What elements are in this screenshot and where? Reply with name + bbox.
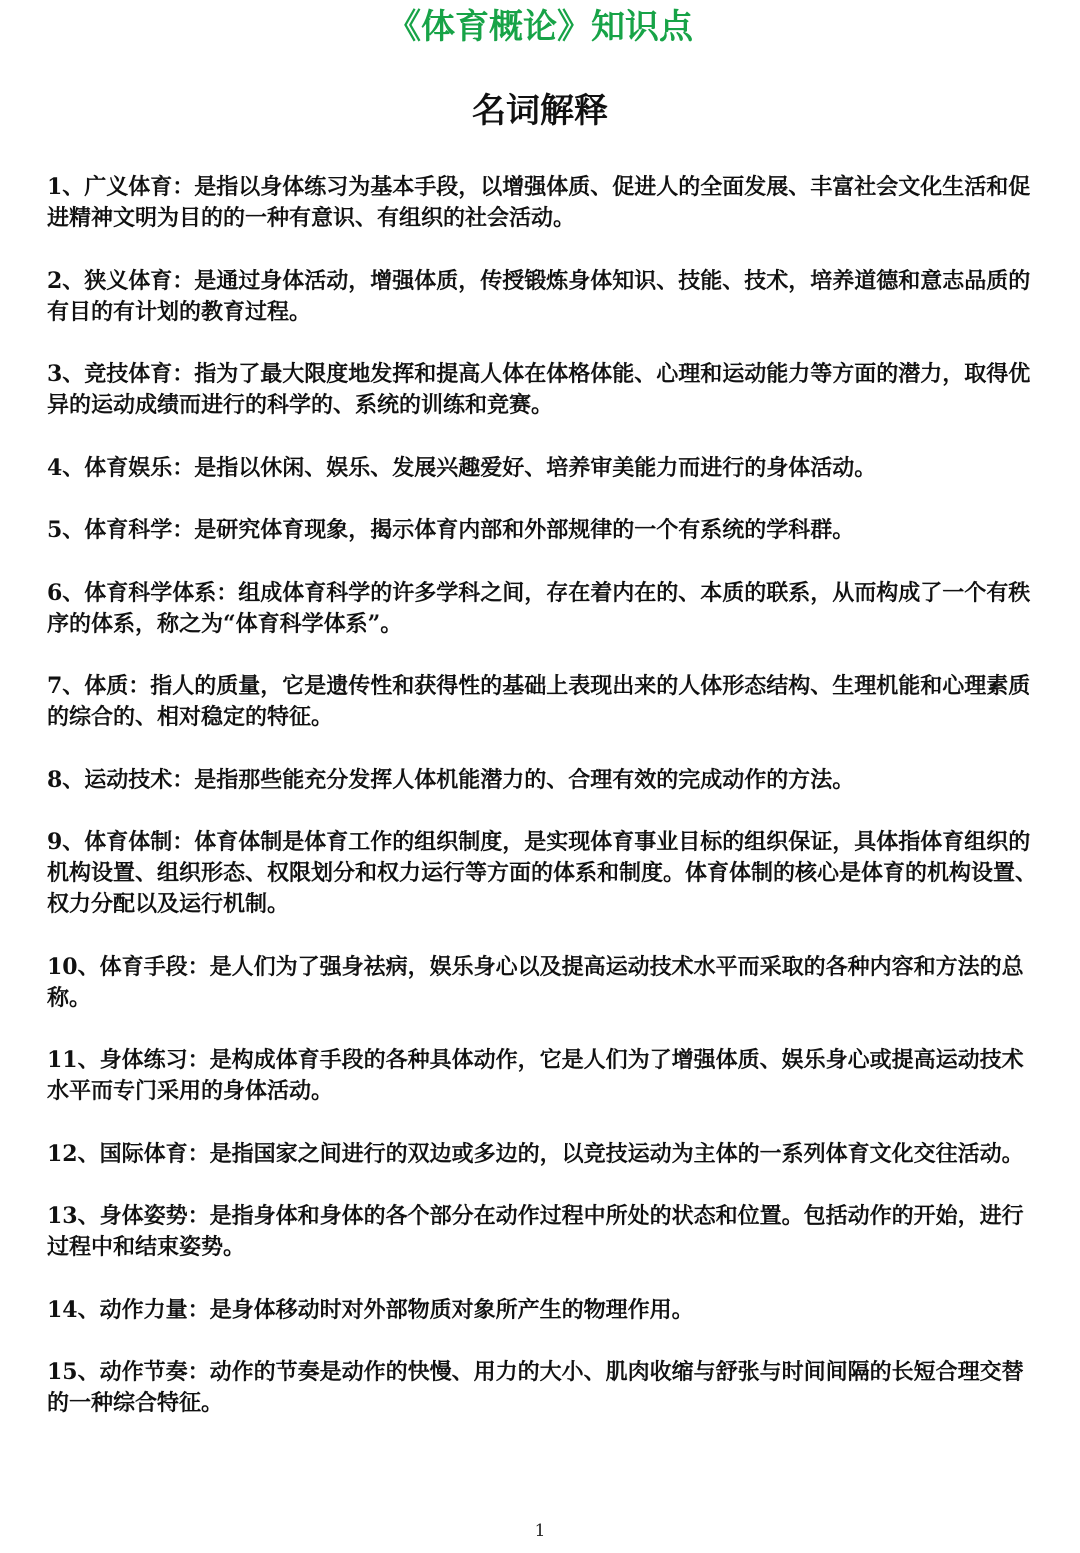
definition-entry: 15、动作节奏：动作的节奏是动作的快慢、用力的大小、肌肉收缩与舒张与时间间隔的长短合理交替的一种综合特征。 xyxy=(47,1359,1024,1416)
definition-entry: 7、体质：指人的质量，它是遗传性和获得性的基础上表现出来的人体形态结构、生理机能和心理素质的综合的、相对稳定的特征。 xyxy=(47,673,1031,730)
definition-entry: 8、运动技术：是指那些能充分发挥人体机能潜力的、合理有效的完成动作的方法。 xyxy=(47,766,855,793)
definition-entry: 13、身体姿势：是指身体和身体的各个部分在动作过程中所处的状态和位置。包括动作的开始，进行过程中和结束姿势。 xyxy=(47,1203,1024,1260)
definition-entry: 9、体育体制：体育体制是体育工作的组织制度，是实现体育事业目标的组织保证，具体指体育组织的机构设置、组织形态、权限划分和权力运行等方面的体系和制度。体育体制的核心是体育的机构设置、权力分配以及运行机制。 xyxy=(47,829,1038,917)
definition-list xyxy=(47,172,1037,1451)
definition-entry: 1、广义体育：是指以身体练习为基本手段，以增强体质、促进人的全面发展、丰富社会文化生活和促进精神文明为目的的一种有意识、有组织的社会活动。 xyxy=(47,174,1031,231)
definition-entry: 5、体育科学：是研究体育现象，揭示体育内部和外部规律的一个有系统的学科群。 xyxy=(47,517,855,543)
section-title: 名词解释 xyxy=(472,91,608,131)
definition-entry: 12、国际体育：是指国家之间进行的双边或多边的，以竞技运动为主体的一系列体育文化交往活动。 xyxy=(47,1140,1024,1167)
definition-entry: 10、体育手段：是人们为了强身祛病，娱乐身心以及提高运动技术水平而采取的各种内容和方法的总称。 xyxy=(47,953,1024,1011)
definition-entry: 14、动作力量：是身体移动时对外部物质对象所产生的物理作用。 xyxy=(47,1296,694,1323)
definition-entry: 3、竞技体育：指为了最大限度地发挥和提高人体在体格体能、心理和运动能力等方面的潜力，取得优异的运动成绩而进行的科学的、系统的训练和竞赛。 xyxy=(47,361,1031,418)
definition-entry: 4、体育娱乐：是指以休闲、娱乐、发展兴趣爱好、培养审美能力而进行的身体活动。 xyxy=(47,454,877,481)
definition-entry: 11、身体练习：是构成体育手段的各种具体动作，它是人们为了增强体质、娱乐身心或提高运动技术水平而专门采用的身体活动。 xyxy=(47,1047,1024,1104)
definition-entry: 2、狭义体育：是通过身体活动，增强体质，传授锻炼身体知识、技能、技术，培养道德和意志品质的有目的有计划的教育过程。 xyxy=(47,267,1031,325)
definition-entry: 6、体育科学体系：组成体育科学的许多学科之间，存在着内在的、本质的联系，从而构成了一个有秩序的体系，称之为“体育科学体系”。 xyxy=(47,579,1031,637)
page-number: 1 xyxy=(534,1521,546,1541)
document-title: 《体育概论》知识点 xyxy=(387,7,693,47)
